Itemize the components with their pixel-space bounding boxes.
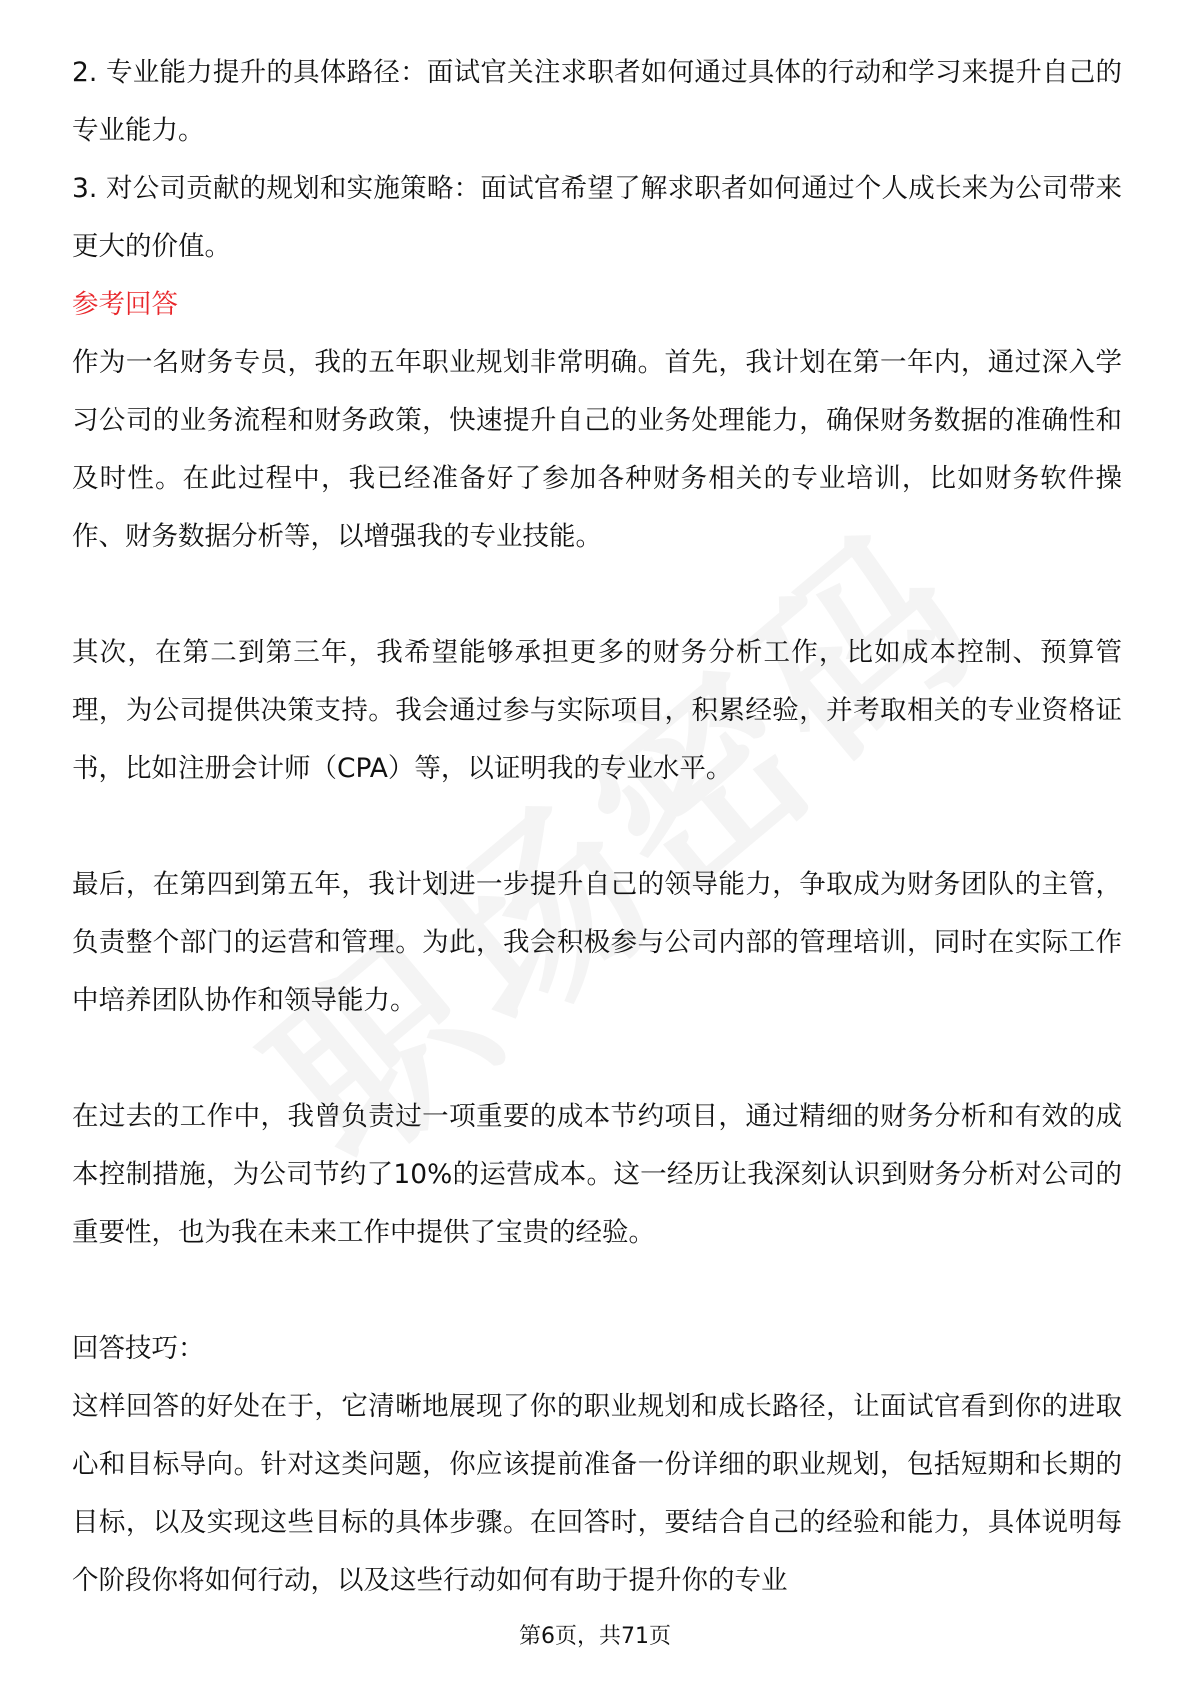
paragraph-spacer bbox=[72, 798, 1122, 856]
answer-paragraph-2: 其次，在第二到第三年，我希望能够承担更多的财务分析工作，比如成本控制、预算管理，为公司提供决策支持。我会通过参与实际项目，积累经验，并考取相关的专业资格证书，比如注册会计师（CPA）等，以证明我的专业水平。 bbox=[72, 637, 1122, 784]
answer-paragraph-1: 作为一名财务专员，我的五年职业规划非常明确。首先，我计划在第一年内，通过深入学习公司的业务流程和财务政策，快速提升自己的业务处理能力，确保财务数据的准确性和及时性。在此过程中，我已经准备好了参加各种财务相关的专业培训，比如财务软件操作、财务数据分析等，以增强我的专业技能。 bbox=[72, 347, 1122, 552]
answer-paragraph-4: 在过去的工作中，我曾负责过一项重要的成本节约项目，通过精细的财务分析和有效的成本控制措施，为公司节约了10%的运营成本。这一经历让我深刻认识到财务分析对公司的重要性，也为我在未来工作中提供了宝贵的经验。 bbox=[72, 1101, 1122, 1248]
list-item-2: 2. 专业能力提升的具体路径：面试官关注求职者如何通过具体的行动和学习来提升自己的专业能力。 bbox=[72, 57, 1122, 146]
tips-heading: 回答技巧： bbox=[72, 1333, 205, 1364]
paragraph-spacer bbox=[72, 566, 1122, 624]
reference-answer-heading: 参考回答 bbox=[72, 289, 178, 320]
paragraph-spacer bbox=[72, 1030, 1122, 1088]
document-body bbox=[72, 44, 1122, 1610]
answer-paragraph-3: 最后，在第四到第五年，我计划进一步提升自己的领导能力，争取成为财务团队的主管，负责整个部门的运营和管理。为此，我会积极参与公司内部的管理培训，同时在实际工作中培养团队协作和领导能力。 bbox=[72, 869, 1122, 1016]
tips-paragraph: 这样回答的好处在于，它清晰地展现了你的职业规划和成长路径，让面试官看到你的进取心和目标导向。针对这类问题，你应该提前准备一份详细的职业规划，包括短期和长期的目标，以及实现这些目标的具体步骤。在回答时，要结合自己的经验和能力，具体说明每个阶段你将如何行动，以及这些行动如何有助于提升你的专业 bbox=[72, 1391, 1122, 1596]
list-item-3: 3. 对公司贡献的规划和实施策略：面试官希望了解求职者如何通过个人成长来为公司带来更大的价值。 bbox=[72, 173, 1122, 262]
paragraph-spacer bbox=[72, 1262, 1122, 1320]
page-number-footer: 第6页，共71页 bbox=[519, 1624, 671, 1649]
